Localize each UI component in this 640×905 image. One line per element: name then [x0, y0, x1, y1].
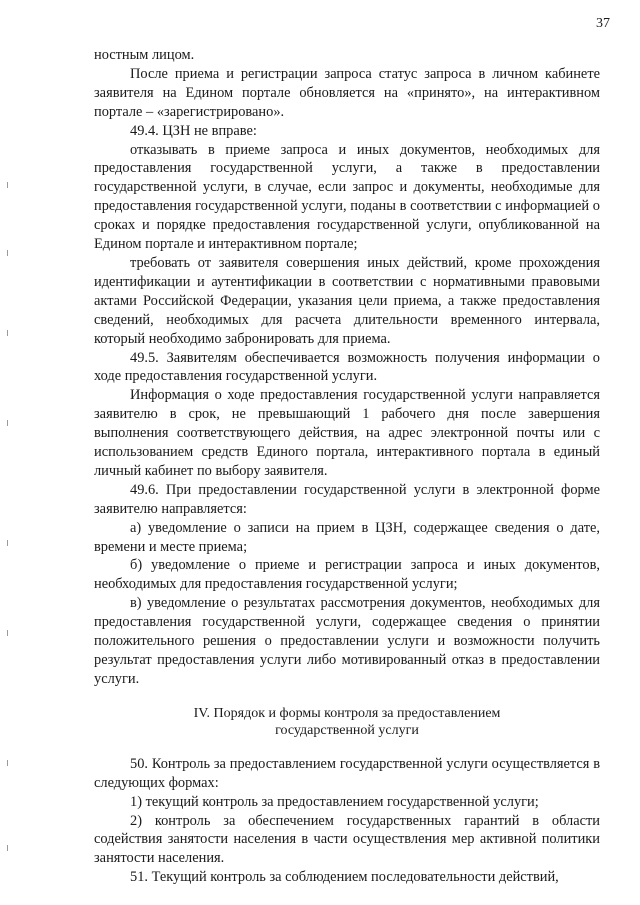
paragraph: Информация о ходе предоставления государственной услуги направляется заявителю в срок, не превышающий 1 рабочего дня после завершения выполнения соответствующего действия, на адрес электронной почты или с использованием средств Единого портала, интерактивного портала в единый личный кабинет по выбору заявителя.: [94, 387, 600, 479]
paragraph: 49.4. ЦЗН не вправе:: [130, 122, 257, 139]
paragraph: отказывать в приеме запроса и иных документов, необходимых для предоставления государственной услуги, а также в предоставлении государственной услуги, в случае, если запрос и документы, необходимые для предоставления государственной услуги, поданы в соответствии с информацией о сроках и порядке предоставления государственной услуги, опубликованной на Едином портале и интерактивном портале;: [94, 141, 600, 253]
paragraph: ностным лицом.: [94, 47, 195, 63]
binding-edge-marks: [7, 0, 11, 905]
section-heading-line: государственной услуги: [275, 722, 419, 738]
paragraph: требовать от заявителя совершения иных действий, кроме прохождения идентификации и аутентификации в соответствии с нормативными правовыми актами Российской Федерации, указания цели приема, а также предоставления сведений, необходимых для расчета длительности временного интервала, который необходимо забронировать для приема.: [94, 254, 600, 347]
list-item: а) уведомление о записи на прием в ЦЗН, содержащее сведения о дате, времени и месте приема;: [94, 519, 600, 555]
page-number: 37: [596, 16, 610, 31]
list-item: б) уведомление о приеме и регистрации запроса и иных документов, необходимых для предоставления государственной услуги;: [94, 557, 600, 593]
paragraph: 50. Контроль за предоставлением государственной услуги осуществляется в следующих формах:: [94, 755, 600, 791]
paragraph: 49.5. Заявителям обеспечивается возможность получения информации о ходе предоставления государственной услуги.: [94, 349, 600, 385]
list-item: 2) контроль за обеспечением государственных гарантий в области содействия занятости населения в части осуществления мер активной политики занятости населения.: [94, 812, 600, 867]
paragraph: После приема и регистрации запроса статус запроса в личном кабинете заявителя на Едином портале обновляется на «принято», на интерактивном портале – «зарегистрировано».: [94, 65, 600, 120]
document-body: [94, 46, 600, 887]
paragraph: 49.6. При предоставлении государственной услуги в электронной форме заявителю направляется:: [94, 481, 600, 517]
paragraph: 51. Текущий контроль за соблюдением последовательности действий,: [130, 869, 559, 886]
section-heading: [94, 705, 600, 739]
list-item: в) уведомление о результатах рассмотрения документов, необходимых для предоставления государственной услуги, содержащее сведения о принятии положительного решения о предоставлении услуги и возможности получить результат предоставления услуги либо мотивированный отказ в предоставлении услуги.: [94, 595, 600, 687]
section-heading-line: IV. Порядок и формы контроля за предоставлением: [193, 705, 501, 721]
list-item: 1) текущий контроль за предоставлением государственной услуги;: [130, 793, 539, 810]
